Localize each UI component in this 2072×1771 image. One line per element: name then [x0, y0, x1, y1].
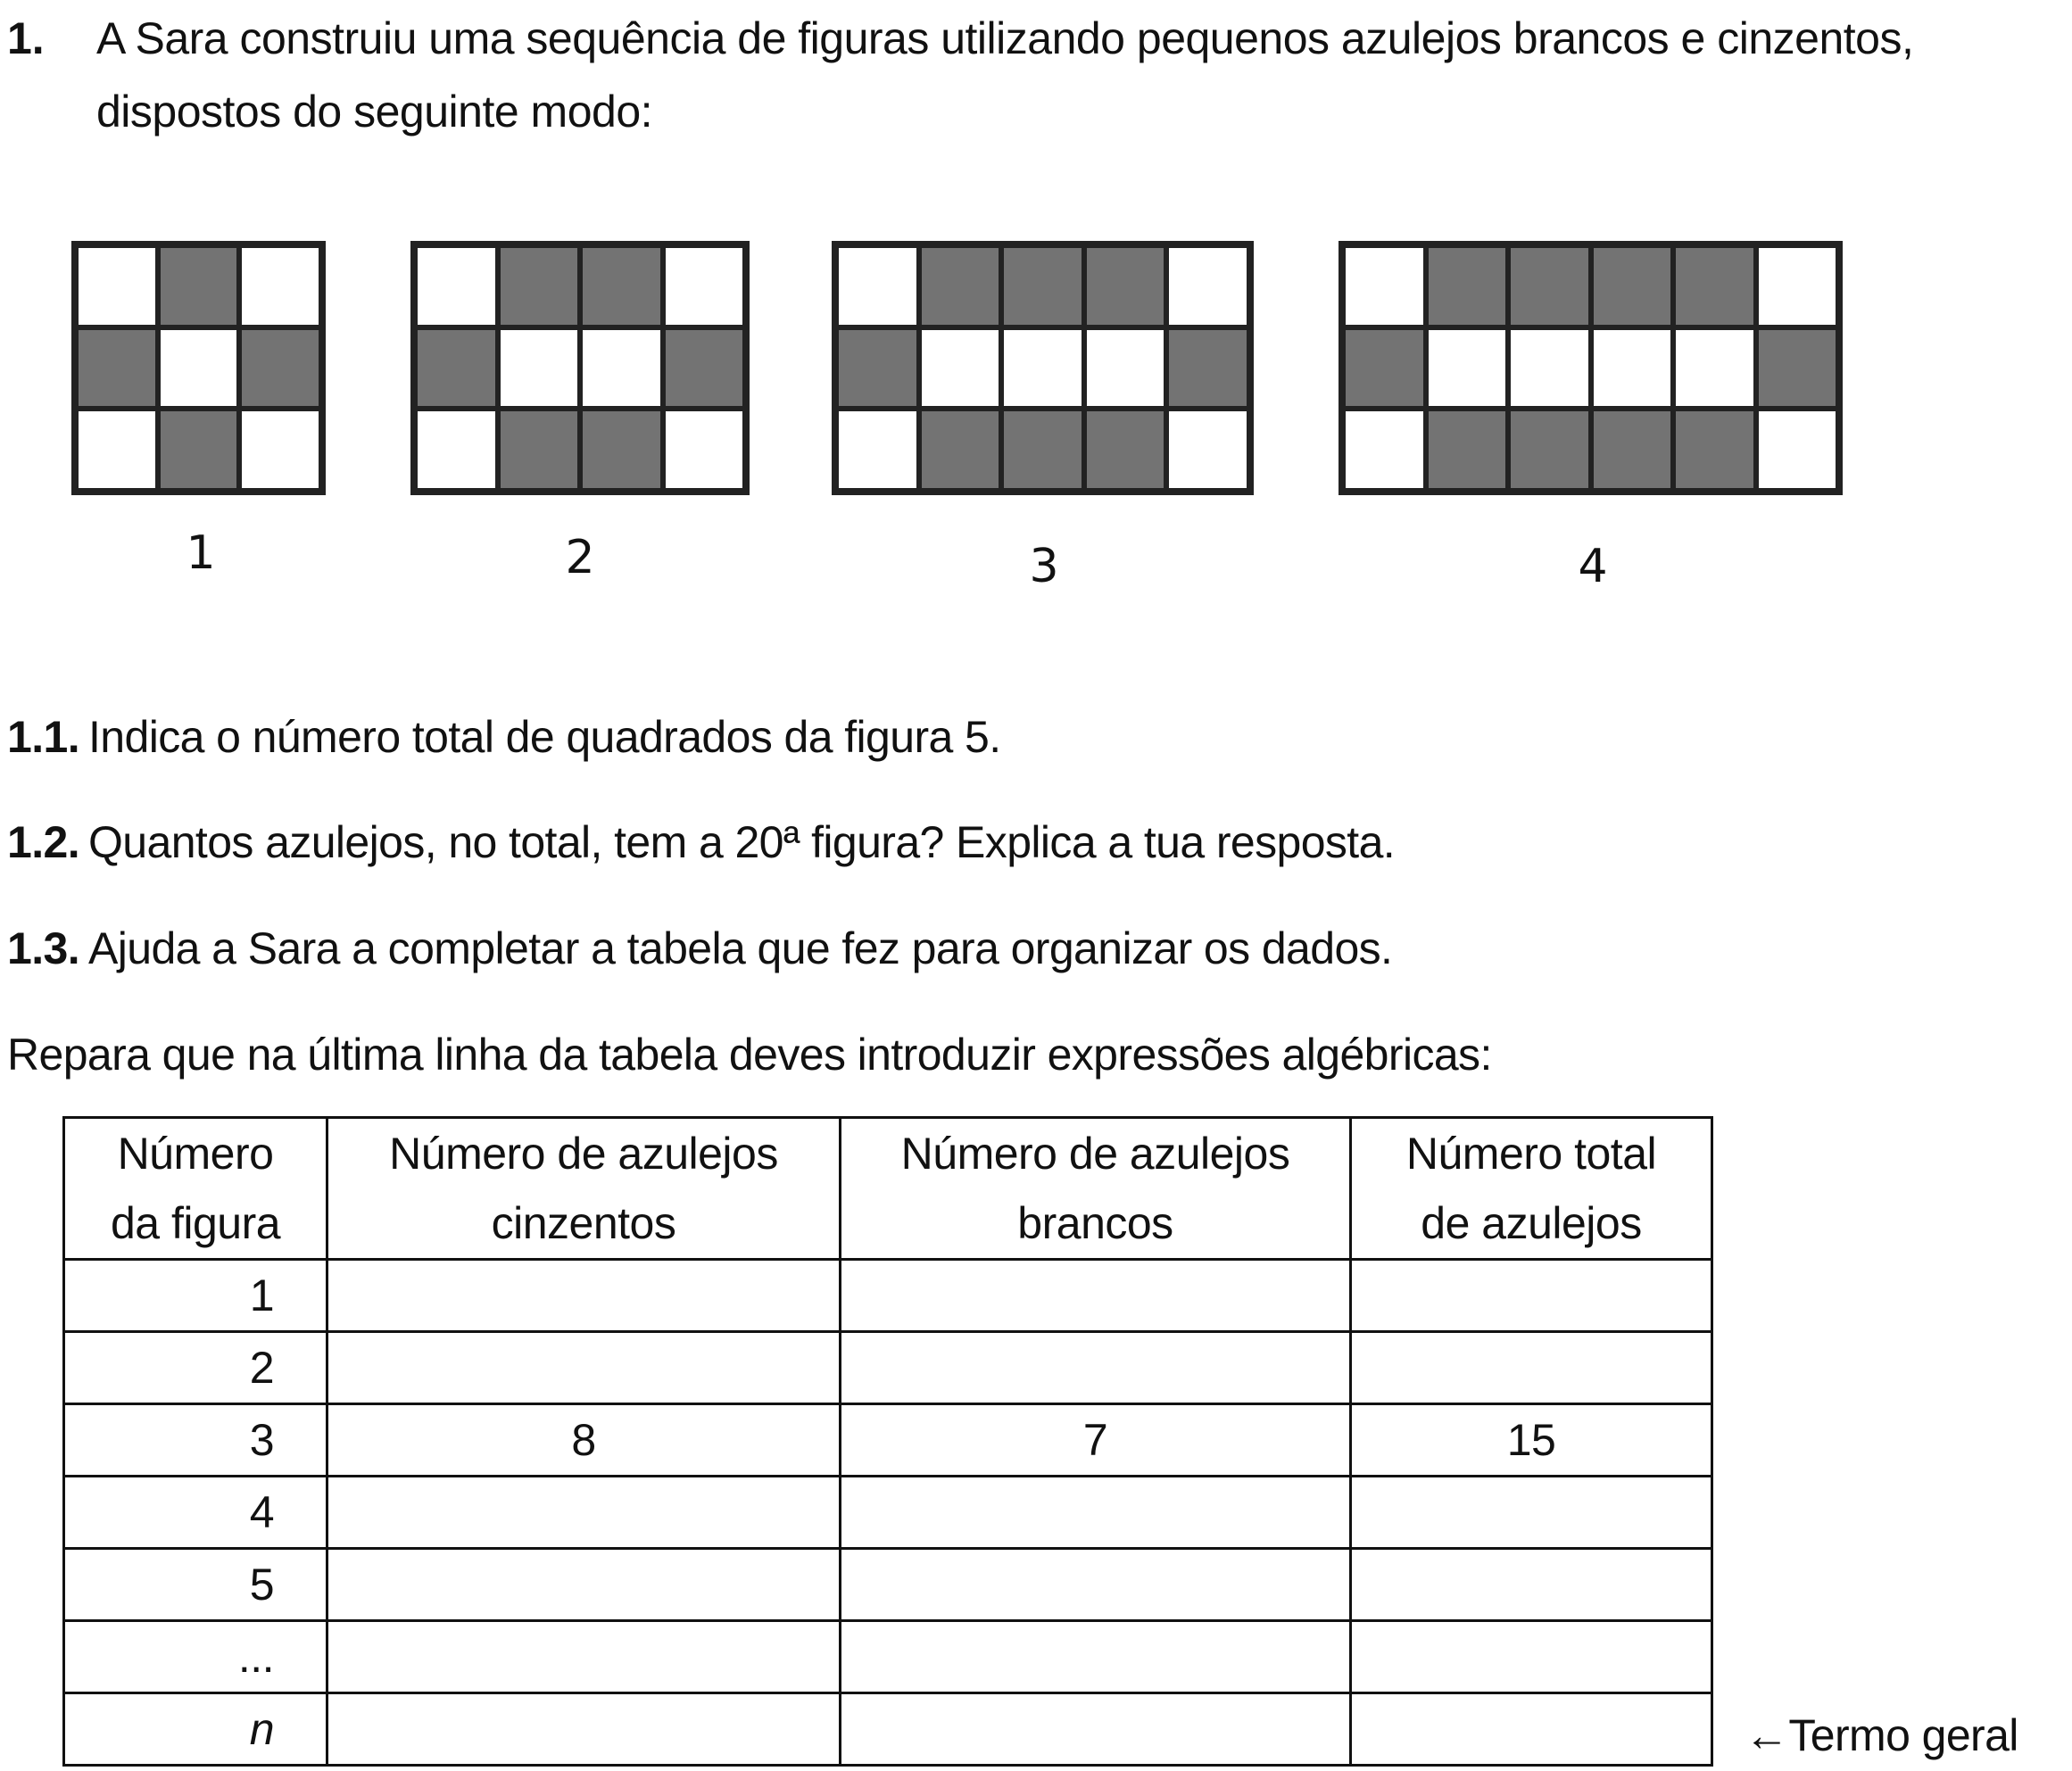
tile-figure-2 [410, 241, 750, 495]
white-tile [1508, 327, 1591, 410]
grey-tile [919, 245, 1002, 327]
answer-cell [327, 1621, 841, 1693]
answer-cell [1351, 1549, 1712, 1621]
grey-tile [239, 327, 321, 410]
termo-geral-label: ←Termo geral [1745, 1710, 2018, 1760]
grey-tile [1001, 409, 1084, 491]
answer-cell [1351, 1332, 1712, 1404]
answer-cell: 7 [841, 1404, 1351, 1477]
white-tile [580, 327, 663, 410]
answer-cell [327, 1693, 841, 1766]
grey-tile [498, 409, 581, 491]
white-tile [1166, 409, 1249, 491]
table-row [64, 1404, 1712, 1477]
subquestion-text: Ajuda a Sara a completar a tabela que fez para organizar os dados. [88, 923, 1393, 973]
answer-cell [841, 1477, 1351, 1549]
subquestion-number: 1.3. [7, 923, 79, 973]
table-row [64, 1260, 1712, 1332]
header-white-tiles: Número de azulejos brancos [841, 1118, 1351, 1260]
figure-number-cell: n [64, 1693, 327, 1766]
table-row [64, 1549, 1712, 1621]
table-header-row [64, 1118, 1712, 1260]
figure-number-cell: 2 [64, 1332, 327, 1404]
subquestion-1-3 [7, 922, 1392, 975]
answer-cell [327, 1477, 841, 1549]
figure-label: 4 [1578, 540, 1608, 593]
grey-tile [580, 409, 663, 491]
subquestion-number: 1.1. [7, 712, 79, 762]
grey-tile [158, 245, 240, 327]
answer-cell: 8 [327, 1404, 841, 1477]
white-tile [239, 409, 321, 491]
white-tile [1001, 327, 1084, 410]
white-tile [663, 409, 746, 491]
grey-tile [1591, 245, 1674, 327]
grey-tile [1508, 409, 1591, 491]
answer-cell [841, 1693, 1351, 1766]
grey-tile [1426, 409, 1509, 491]
figure-number-cell: ... [64, 1621, 327, 1693]
figure-label: 1 [186, 526, 216, 580]
answer-cell [1351, 1693, 1712, 1766]
white-tile [836, 409, 919, 491]
grey-tile [663, 327, 746, 410]
white-tile [663, 245, 746, 327]
question-text: A Sara construiu uma sequência de figuras utilizando pequenos azulejos brancos e cinzentos, dispostos do seguinte modo: [96, 13, 1914, 137]
answer-cell [1351, 1260, 1712, 1332]
data-table [62, 1116, 1713, 1767]
grey-tile [1508, 245, 1591, 327]
grey-tile [498, 245, 581, 327]
header-grey-tiles: Número de azulejos cinzentos [327, 1118, 841, 1260]
figure-label: 2 [565, 531, 595, 584]
table-instruction: Repara que na última linha da tabela deves introduzir expressões algébricas: [7, 1030, 1492, 1080]
grey-tile [1084, 409, 1167, 491]
figure-number-cell: 1 [64, 1260, 327, 1332]
grey-tile [1591, 409, 1674, 491]
subquestion-text: Indica o número total de quadrados da figura 5. [88, 712, 1001, 762]
grey-tile [836, 327, 919, 410]
grey-tile [1673, 245, 1756, 327]
subquestion-1-2 [7, 815, 1395, 869]
grey-tile [1001, 245, 1084, 327]
white-tile [1166, 245, 1249, 327]
subquestion-1-1 [7, 710, 1001, 764]
figure-label: 3 [1029, 540, 1059, 593]
answer-cell [327, 1332, 841, 1404]
white-tile [1343, 245, 1426, 327]
white-tile [1591, 327, 1674, 410]
grey-tile [1673, 409, 1756, 491]
grey-tile [1343, 327, 1426, 410]
white-tile [1756, 245, 1839, 327]
question-number: 1. [7, 13, 45, 63]
subquestion-text: Quantos azulejos, no total, tem a 20ª figura? Explica a tua resposta. [88, 817, 1396, 867]
grey-tile [1426, 245, 1509, 327]
white-tile [1084, 327, 1167, 410]
figure-number-cell: 3 [64, 1404, 327, 1477]
white-tile [1756, 409, 1839, 491]
white-tile [415, 245, 498, 327]
table-row [64, 1477, 1712, 1549]
answer-cell [1351, 1477, 1712, 1549]
white-tile [158, 327, 240, 410]
answer-cell [841, 1260, 1351, 1332]
grey-tile [1756, 327, 1839, 410]
tile-figure-4 [1339, 241, 1843, 495]
subquestion-number: 1.2. [7, 817, 79, 867]
answer-cell [841, 1332, 1351, 1404]
white-tile [76, 245, 158, 327]
tile-figure-1 [71, 241, 326, 495]
header-total-tiles: Número total de azulejos [1351, 1118, 1712, 1260]
table-row [64, 1332, 1712, 1404]
grey-tile [76, 327, 158, 410]
grey-tile [1166, 327, 1249, 410]
answer-cell [327, 1549, 841, 1621]
grey-tile [158, 409, 240, 491]
white-tile [498, 327, 581, 410]
answer-cell: 15 [1351, 1404, 1712, 1477]
white-tile [76, 409, 158, 491]
white-tile [836, 245, 919, 327]
white-tile [919, 327, 1002, 410]
white-tile [1343, 409, 1426, 491]
grey-tile [580, 245, 663, 327]
white-tile [1673, 327, 1756, 410]
white-tile [239, 245, 321, 327]
grey-tile [919, 409, 1002, 491]
grey-tile [1084, 245, 1167, 327]
figure-number-cell: 4 [64, 1477, 327, 1549]
white-tile [415, 409, 498, 491]
answer-cell [1351, 1621, 1712, 1693]
table-row [64, 1693, 1712, 1766]
grey-tile [415, 327, 498, 410]
figure-number-cell: 5 [64, 1549, 327, 1621]
answer-cell [841, 1549, 1351, 1621]
tile-figure-3 [832, 241, 1254, 495]
answer-cell [327, 1260, 841, 1332]
table-row [64, 1621, 1712, 1693]
header-figure-number: Número da figura [64, 1118, 327, 1260]
answer-cell [841, 1621, 1351, 1693]
white-tile [1426, 327, 1509, 410]
